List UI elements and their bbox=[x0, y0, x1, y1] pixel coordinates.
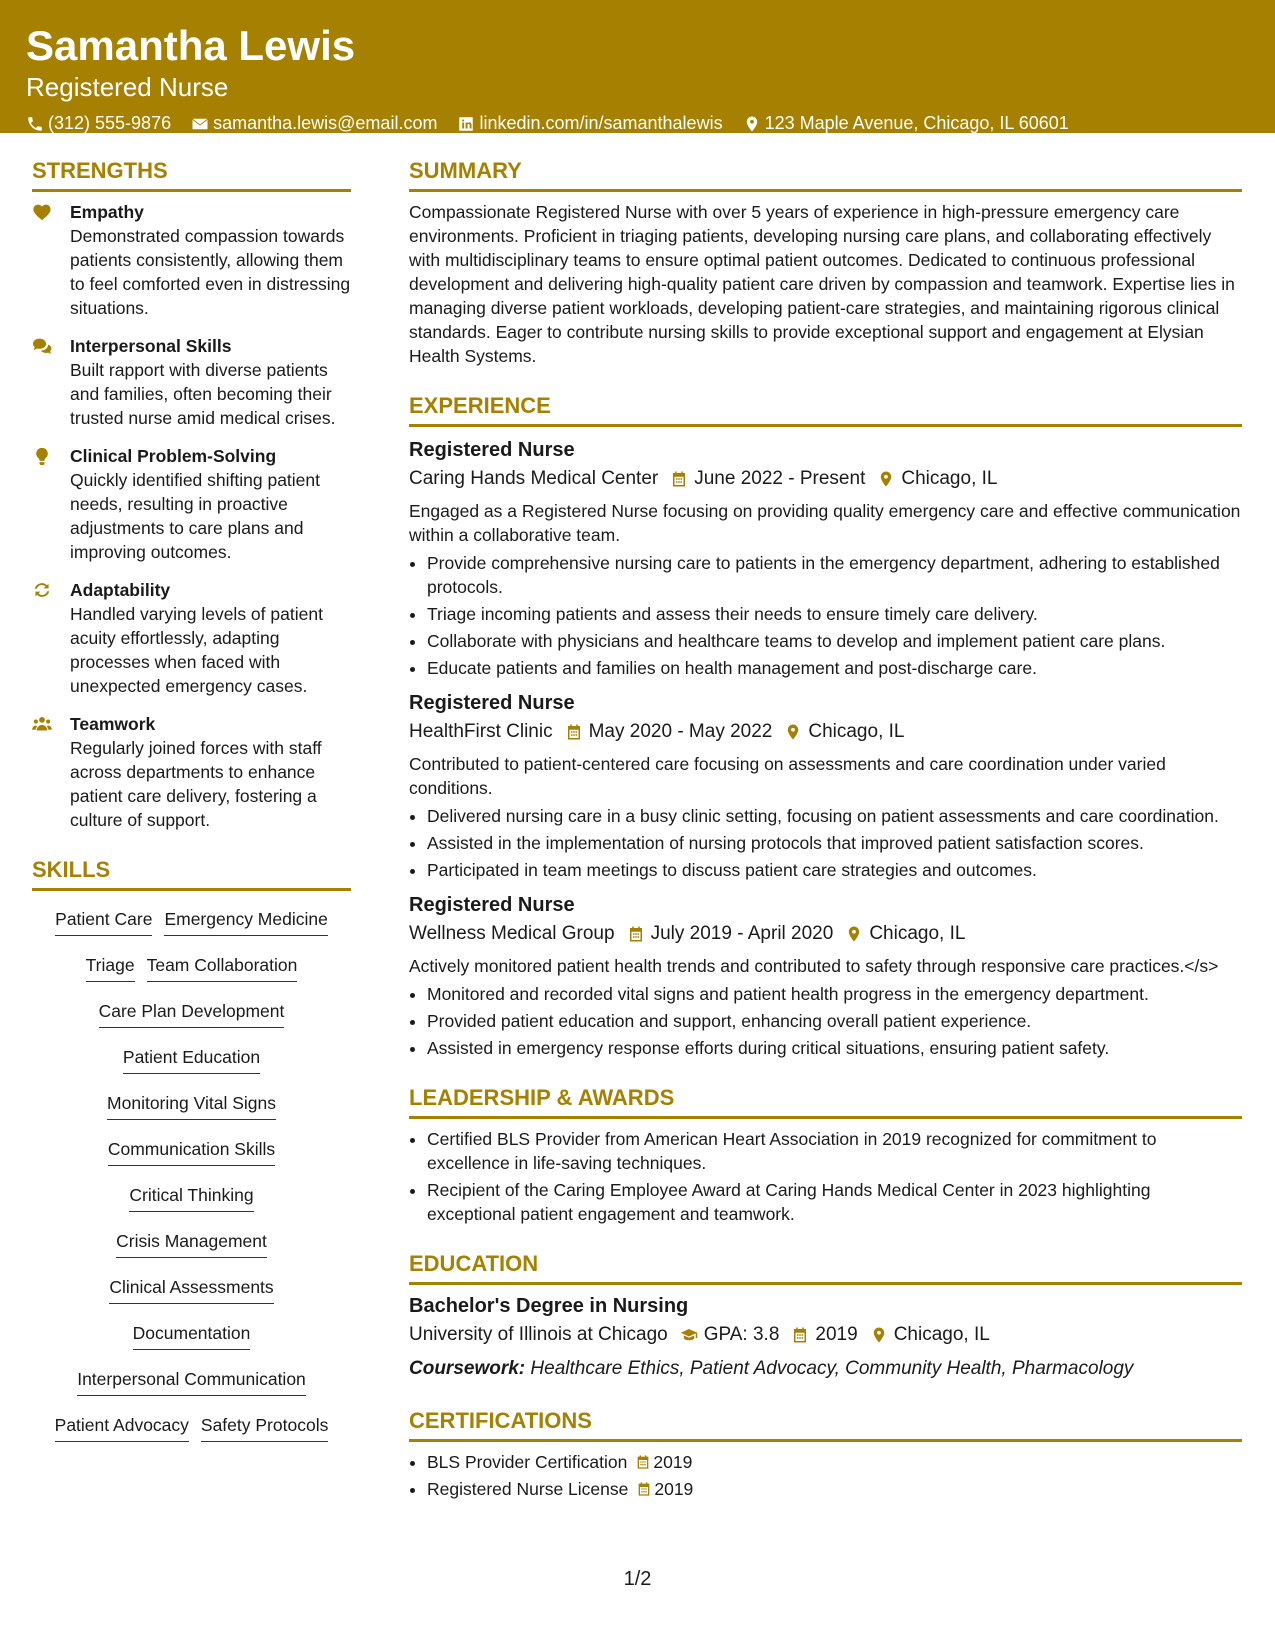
skill-tag: Monitoring Vital Signs bbox=[107, 1091, 276, 1120]
skill-tag: Crisis Management bbox=[116, 1229, 267, 1258]
strength-item bbox=[32, 712, 351, 832]
contact-phone bbox=[26, 113, 171, 134]
graduation-cap-icon bbox=[680, 1326, 698, 1344]
list-item: • Collaborate with physicians and healthcare teams to develop and implement patient care plans. bbox=[427, 629, 1242, 653]
map-marker-icon bbox=[784, 723, 802, 741]
job-meta bbox=[409, 920, 1242, 948]
education-meta bbox=[409, 1321, 1242, 1349]
strength-desc: Demonstrated compassion towards patients consistently, allowing them to feel comforted even in distressing situations. bbox=[70, 226, 351, 318]
calendar-icon bbox=[670, 470, 688, 488]
list-item bbox=[427, 1477, 1242, 1501]
school-name: University of Illinois at Chicago bbox=[409, 1324, 668, 1345]
job-description: Contributed to patient-centered care focusing on assessments and care coordination under varied conditions. bbox=[409, 754, 1166, 798]
job-company: Wellness Medical Group bbox=[409, 923, 615, 944]
cert-year: 2019 bbox=[653, 1452, 693, 1472]
certifications-heading: CERTIFICATIONS bbox=[409, 1407, 1242, 1442]
cert-name: • Registered Nurse License bbox=[427, 1479, 629, 1499]
coursework-label: Coursework: bbox=[409, 1358, 526, 1379]
cert-year: 2019 bbox=[654, 1479, 694, 1499]
job-location: Chicago, IL bbox=[808, 721, 905, 742]
calendar-icon bbox=[565, 723, 583, 741]
strength-title: Clinical Problem-Solving bbox=[70, 446, 277, 466]
calendar-icon bbox=[627, 925, 645, 943]
skill-tag: Triage bbox=[86, 953, 135, 982]
certifications-list bbox=[409, 1450, 1242, 1501]
contact-address bbox=[743, 113, 1069, 134]
cert-name: • BLS Provider Certification bbox=[427, 1452, 628, 1472]
coursework bbox=[409, 1355, 1242, 1383]
strength-desc: Built rapport with diverse patients and families, often becoming their trusted nurse amid medical crises. bbox=[70, 360, 336, 428]
map-marker-icon bbox=[743, 115, 761, 133]
list-item: • Educate patients and families on health management and post-discharge care. bbox=[427, 656, 1242, 680]
skill-tag: Patient Education bbox=[123, 1045, 260, 1074]
skill-tag: Care Plan Development bbox=[99, 999, 285, 1028]
coursework-list: Healthcare Ethics, Patient Advocacy, Community Health, Pharmacology bbox=[530, 1358, 1134, 1379]
leadership-list bbox=[409, 1127, 1242, 1226]
job-location: Chicago, IL bbox=[869, 923, 966, 944]
strength-title: Adaptability bbox=[70, 580, 171, 600]
job-description: Actively monitored patient health trends and contributed to safety through responsive care practices.</s> bbox=[409, 956, 1219, 976]
list-item: • Provided patient education and support, enhancing overall patient experience. bbox=[427, 1009, 1242, 1033]
contact-email[interactable] bbox=[191, 113, 437, 134]
comments-icon bbox=[32, 337, 52, 355]
sync-icon bbox=[32, 581, 52, 599]
envelope-icon bbox=[191, 115, 209, 133]
graduation-year: 2019 bbox=[815, 1324, 858, 1345]
resume-header bbox=[0, 0, 1275, 133]
strength-desc: Regularly joined forces with staff across departments to enhance patient care delivery, fostering a culture of support. bbox=[70, 738, 322, 830]
job-entry bbox=[409, 892, 1242, 1060]
list-item: • Provide comprehensive nursing care to patients in the emergency department, adhering to established protocols. bbox=[427, 551, 1242, 599]
skill-tag: Communication Skills bbox=[108, 1137, 275, 1166]
phone-icon bbox=[26, 115, 44, 133]
job-bullets bbox=[409, 804, 1242, 882]
skill-tag: Team Collaboration bbox=[147, 953, 298, 982]
strength-desc: Handled varying levels of patient acuity effortlessly, adapting processes when faced with unexpected emergency cases. bbox=[70, 604, 323, 696]
job-meta bbox=[409, 465, 1242, 493]
degree-title: Bachelor's Degree in Nursing bbox=[409, 1295, 689, 1317]
list-item: • Certified BLS Provider from American Heart Association in 2019 recognized for commitment to excellence in life-saving techniques. bbox=[427, 1127, 1242, 1175]
strength-title: Interpersonal Skills bbox=[70, 336, 232, 356]
school-location: Chicago, IL bbox=[893, 1324, 990, 1345]
list-item: • Assisted in emergency response efforts during critical situations, ensuring patient safety. bbox=[427, 1036, 1242, 1060]
map-marker-icon bbox=[870, 1326, 888, 1344]
skill-tag: Patient Care bbox=[55, 907, 152, 936]
contact-linkedin[interactable] bbox=[457, 113, 722, 134]
job-title: Registered Nurse bbox=[409, 894, 575, 916]
job-meta bbox=[409, 718, 1242, 746]
address-text: 123 Maple Avenue, Chicago, IL 60601 bbox=[764, 113, 1069, 133]
strength-title: Teamwork bbox=[70, 714, 156, 734]
candidate-name: Samantha Lewis bbox=[26, 22, 356, 69]
list-item bbox=[427, 1450, 1242, 1474]
job-company: HealthFirst Clinic bbox=[409, 721, 553, 742]
job-dates: June 2022 - Present bbox=[694, 468, 866, 489]
contact-bar bbox=[26, 113, 1249, 134]
skills-heading: SKILLS bbox=[32, 856, 351, 891]
summary-heading: SUMMARY bbox=[409, 157, 1242, 192]
strength-title: Empathy bbox=[70, 202, 144, 222]
page-number: 1/2 bbox=[623, 1568, 652, 1590]
skills-list bbox=[32, 899, 351, 1459]
heart-icon bbox=[32, 203, 52, 221]
job-description: Engaged as a Registered Nurse focusing on providing quality emergency care and effective communication within a collaborative team. bbox=[409, 501, 1241, 545]
summary-text: Compassionate Registered Nurse with over 5 years of experience in high-pressure emergency care environments. Proficient in triaging patients, developing nursing care plans, and collaborating effectively with multidisciplinary teams to ensure optimal patient outcomes. Dedicated to continuous professional development and delivering high-quality patient care driven by compassion and teamwork. Expertise lies in managing diverse patient workloads, developing patient-care strategies, and maintaining rigorous clinical standards. Eager to contribute nursing skills to provide exceptional support and engagement at Elysian Health Systems. bbox=[409, 202, 1235, 366]
strength-item bbox=[32, 444, 351, 564]
experience-heading: EXPERIENCE bbox=[409, 392, 1242, 427]
strengths-list bbox=[32, 200, 351, 832]
job-dates: July 2019 - April 2020 bbox=[650, 923, 834, 944]
users-icon bbox=[32, 715, 52, 733]
list-item: • Delivered nursing care in a busy clinic setting, focusing on patient assessments and care coordination. bbox=[427, 804, 1242, 828]
gpa: GPA: 3.8 bbox=[703, 1324, 780, 1345]
strengths-heading: STRENGTHS bbox=[32, 157, 351, 192]
list-item: • Participated in team meetings to discuss patient care strategies and outcomes. bbox=[427, 858, 1242, 882]
job-entry bbox=[409, 437, 1242, 680]
left-column bbox=[32, 133, 351, 1504]
lightbulb-icon bbox=[32, 447, 52, 465]
strength-item bbox=[32, 578, 351, 698]
skill-tag: Critical Thinking bbox=[129, 1183, 253, 1212]
skill-tag: Safety Protocols bbox=[201, 1413, 328, 1442]
candidate-role: Registered Nurse bbox=[26, 72, 229, 102]
job-dates: May 2020 - May 2022 bbox=[588, 721, 773, 742]
phone-text: (312) 555-9876 bbox=[48, 113, 172, 133]
skill-tag: Emergency Medicine bbox=[164, 907, 327, 936]
skill-tag: Interpersonal Communication bbox=[77, 1367, 306, 1396]
map-marker-icon bbox=[845, 925, 863, 943]
map-marker-icon bbox=[877, 470, 895, 488]
skill-tag: Clinical Assessments bbox=[109, 1275, 273, 1304]
list-item: • Assisted in the implementation of nursing protocols that improved patient satisfaction scores. bbox=[427, 831, 1242, 855]
job-bullets bbox=[409, 551, 1242, 680]
strength-desc: Quickly identified shifting patient needs, resulting in proactive adjustments to care plans and improving outcomes. bbox=[70, 470, 320, 562]
strength-item bbox=[32, 334, 351, 430]
job-bullets bbox=[409, 982, 1242, 1060]
education-heading: EDUCATION bbox=[409, 1250, 1242, 1285]
job-company: Caring Hands Medical Center bbox=[409, 468, 659, 489]
job-title: Registered Nurse bbox=[409, 692, 575, 714]
email-text[interactable]: samantha.lewis@email.com bbox=[213, 113, 438, 133]
linkedin-icon bbox=[457, 115, 475, 133]
job-entry bbox=[409, 690, 1242, 882]
right-column bbox=[409, 133, 1242, 1504]
list-item: • Triage incoming patients and assess their needs to ensure timely care delivery. bbox=[427, 602, 1242, 626]
strength-item bbox=[32, 200, 351, 320]
linkedin-text[interactable]: linkedin.com/in/samanthalewis bbox=[479, 113, 723, 133]
job-location: Chicago, IL bbox=[901, 468, 998, 489]
calendar-icon bbox=[635, 1454, 651, 1470]
job-title: Registered Nurse bbox=[409, 439, 575, 461]
calendar-icon bbox=[636, 1481, 652, 1497]
skill-tag: Documentation bbox=[133, 1321, 251, 1350]
leadership-heading: LEADERSHIP & AWARDS bbox=[409, 1084, 1242, 1119]
calendar-icon bbox=[791, 1326, 809, 1344]
list-item: • Recipient of the Caring Employee Award at Caring Hands Medical Center in 2023 highlighting exceptional patient engagement and teamwork. bbox=[427, 1178, 1242, 1226]
skill-tag: Patient Advocacy bbox=[55, 1413, 189, 1442]
list-item: • Monitored and recorded vital signs and patient health progress in the emergency department. bbox=[427, 982, 1242, 1006]
